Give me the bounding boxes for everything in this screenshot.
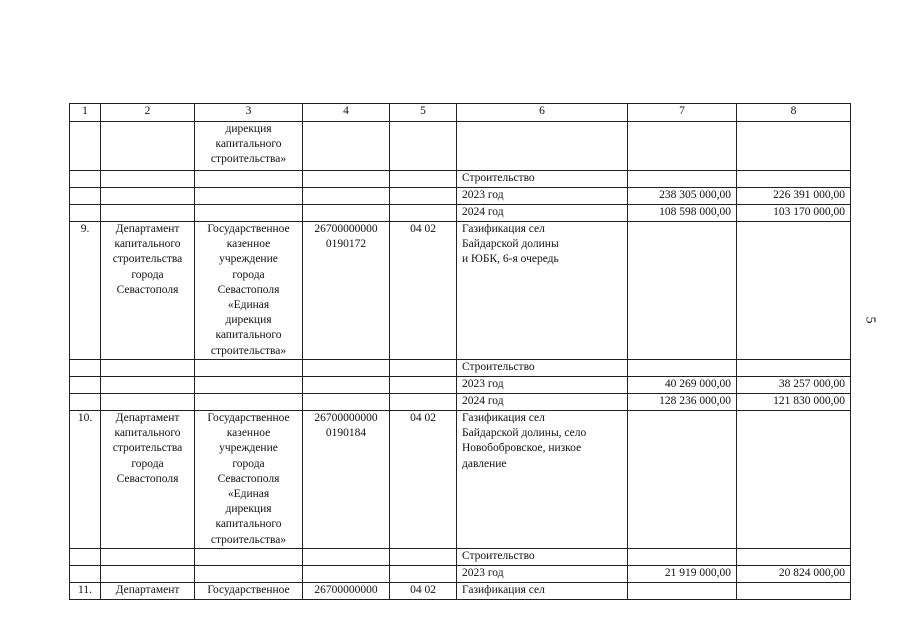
section-cell: 04 02 xyxy=(390,411,457,549)
object-name: Газификация сел xyxy=(457,583,628,600)
table-row xyxy=(70,360,851,377)
amount-cell: 20 824 000,00 xyxy=(737,566,851,583)
org-cell: Государственное казенное учреждение города Севастополя «Единая дирекция капитального строительства» xyxy=(195,411,303,549)
amount-cell: 128 236 000,00 xyxy=(628,394,737,411)
year-label: 2024 год xyxy=(457,394,628,411)
stage-label: Строительство xyxy=(457,171,628,188)
budget-table xyxy=(69,103,851,600)
header-cell: 3 xyxy=(195,104,303,122)
dept-cell: Департамент xyxy=(101,583,195,600)
header-cell: 5 xyxy=(390,104,457,122)
year-label: 2023 год xyxy=(457,566,628,583)
table-row xyxy=(70,583,851,600)
stage-label: Строительство xyxy=(457,360,628,377)
section-cell: 04 02 xyxy=(390,583,457,600)
header-cell: 7 xyxy=(628,104,737,122)
table-row xyxy=(70,566,851,583)
header-cell: 1 xyxy=(70,104,101,122)
amount-cell: 21 919 000,00 xyxy=(628,566,737,583)
year-label: 2023 год xyxy=(457,377,628,394)
dept-cell: Департамент капитального строительства города Севастополя xyxy=(101,222,195,360)
amount-cell: 38 257 000,00 xyxy=(737,377,851,394)
table-row xyxy=(70,171,851,188)
object-name: Газификация сел Байдарской долины и ЮБК, 6-я очередь xyxy=(457,222,628,360)
page-number: 5 xyxy=(862,316,878,324)
row-number: 11. xyxy=(70,583,101,600)
amount-cell: 103 170 000,00 xyxy=(737,205,851,222)
amount-cell: 108 598 000,00 xyxy=(628,205,737,222)
amount-cell: 40 269 000,00 xyxy=(628,377,737,394)
dept-cell: Департамент капитального строительства города Севастополя xyxy=(101,411,195,549)
table-row xyxy=(70,188,851,205)
org-cell: Государственное казенное учреждение города Севастополя «Единая дирекция капитального строительства» xyxy=(195,222,303,360)
header-cell: 8 xyxy=(737,104,851,122)
header-row xyxy=(70,104,851,122)
code-cell: 26700000000 0190184 xyxy=(303,411,390,549)
header-cell: 6 xyxy=(457,104,628,122)
table-row xyxy=(70,205,851,222)
stage-label: Строительство xyxy=(457,549,628,566)
org-cell: Государственное xyxy=(195,583,303,600)
amount-cell: 226 391 000,00 xyxy=(737,188,851,205)
section-cell: 04 02 xyxy=(390,222,457,360)
row-number: 10. xyxy=(70,411,101,549)
table-row xyxy=(70,377,851,394)
year-label: 2023 год xyxy=(457,188,628,205)
header-cell: 2 xyxy=(101,104,195,122)
code-cell: 26700000000 0190172 xyxy=(303,222,390,360)
table-row xyxy=(70,222,851,360)
org-cell: дирекция капитального строительства» xyxy=(195,122,303,171)
row-number: 9. xyxy=(70,222,101,360)
amount-cell: 238 305 000,00 xyxy=(628,188,737,205)
code-cell: 26700000000 xyxy=(303,583,390,600)
year-label: 2024 год xyxy=(457,205,628,222)
amount-cell: 121 830 000,00 xyxy=(737,394,851,411)
table-row xyxy=(70,394,851,411)
header-cell: 4 xyxy=(303,104,390,122)
table-row xyxy=(70,549,851,566)
object-name: Газификация сел Байдарской долины, село Новобобровское, низкое давление xyxy=(457,411,628,549)
table-row xyxy=(70,411,851,549)
table-row xyxy=(70,122,851,171)
